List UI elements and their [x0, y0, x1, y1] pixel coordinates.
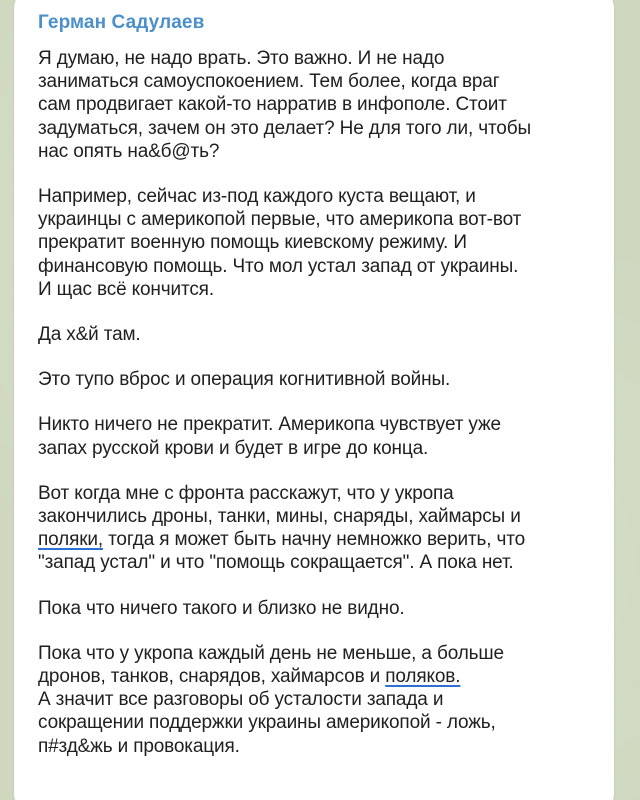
- line: И щас всё кончится.: [38, 278, 214, 300]
- paragraph-4: [38, 368, 590, 391]
- line: Никто ничего не прекратит. Америкопа чувствует уже: [38, 414, 501, 436]
- message-bubble: [14, 0, 614, 800]
- line: Вот когда мне с фронта расскажут, что у укропа: [38, 482, 454, 504]
- paragraph-gap: [38, 575, 590, 597]
- line: прекратит военную помощь киевскому режиму. И: [38, 232, 467, 254]
- paragraph-3: [38, 323, 590, 346]
- author-name[interactable]: Герман Садулаев: [38, 12, 205, 33]
- paragraph-8: [38, 642, 590, 758]
- line: сам продвигает какой-то нарратив в инфополе. Стоит: [38, 94, 507, 116]
- line: Это тупо вброс и операция когнитивной войны.: [38, 369, 451, 391]
- paragraph-1: [38, 47, 590, 163]
- paragraph-gap: [38, 346, 590, 368]
- paragraph-gap: [38, 460, 590, 482]
- paragraph-gap: [38, 301, 590, 323]
- line: А значит все разговоры об усталости запада и: [38, 689, 444, 711]
- line: Пока что у укропа каждый день не меньше, а больше: [38, 642, 504, 664]
- line: сокращении поддержки украины америкопой - ложь,: [38, 712, 496, 734]
- paragraph-gap: [38, 620, 590, 642]
- line: Пока что ничего такого и близко не видно.: [38, 597, 405, 619]
- line: п#зд&жь и провокация.: [38, 735, 240, 757]
- line: закончились дроны, танки, мины, снаряды, хаймарсы и: [38, 506, 521, 528]
- line: Да х&й там.: [38, 324, 141, 346]
- line: Например, сейчас из-под каждого куста вещают, и: [38, 186, 476, 208]
- line: запах русской крови и будет в игре до конца.: [38, 437, 429, 459]
- paragraph-gap: [38, 163, 590, 185]
- paragraph-7: [38, 597, 590, 620]
- line: заниматься самоуспокоением. Тем более, когда враг: [38, 71, 500, 93]
- paragraph-gap: [38, 391, 590, 413]
- line: Я думаю, не надо врать. Это важно. И не надо: [38, 48, 445, 69]
- line: дронов, танков, снарядов, хаймарсов и: [38, 666, 386, 688]
- line: нас опять на&б@ть?: [38, 140, 220, 162]
- paragraph-2: [38, 185, 590, 301]
- line: "запад устал" и что "помощь сокращается". А пока нет.: [38, 552, 514, 574]
- line: финансовую помощь. Что мол устал запад от украины.: [38, 255, 519, 277]
- line-continuation: тогда я может быть начну немножко верить, что: [102, 529, 526, 551]
- paragraph-5: [38, 413, 590, 459]
- underlined-word-polyaki: поляки,: [38, 529, 103, 551]
- line: задуматься, зачем он это делает? Не для того ли, чтобы: [38, 117, 531, 139]
- line: украинцы с америкопой первые, что америкопа вот-вот: [38, 209, 522, 231]
- underlined-word-polyakov: поляков.: [385, 666, 461, 688]
- paragraph-6: [38, 482, 590, 575]
